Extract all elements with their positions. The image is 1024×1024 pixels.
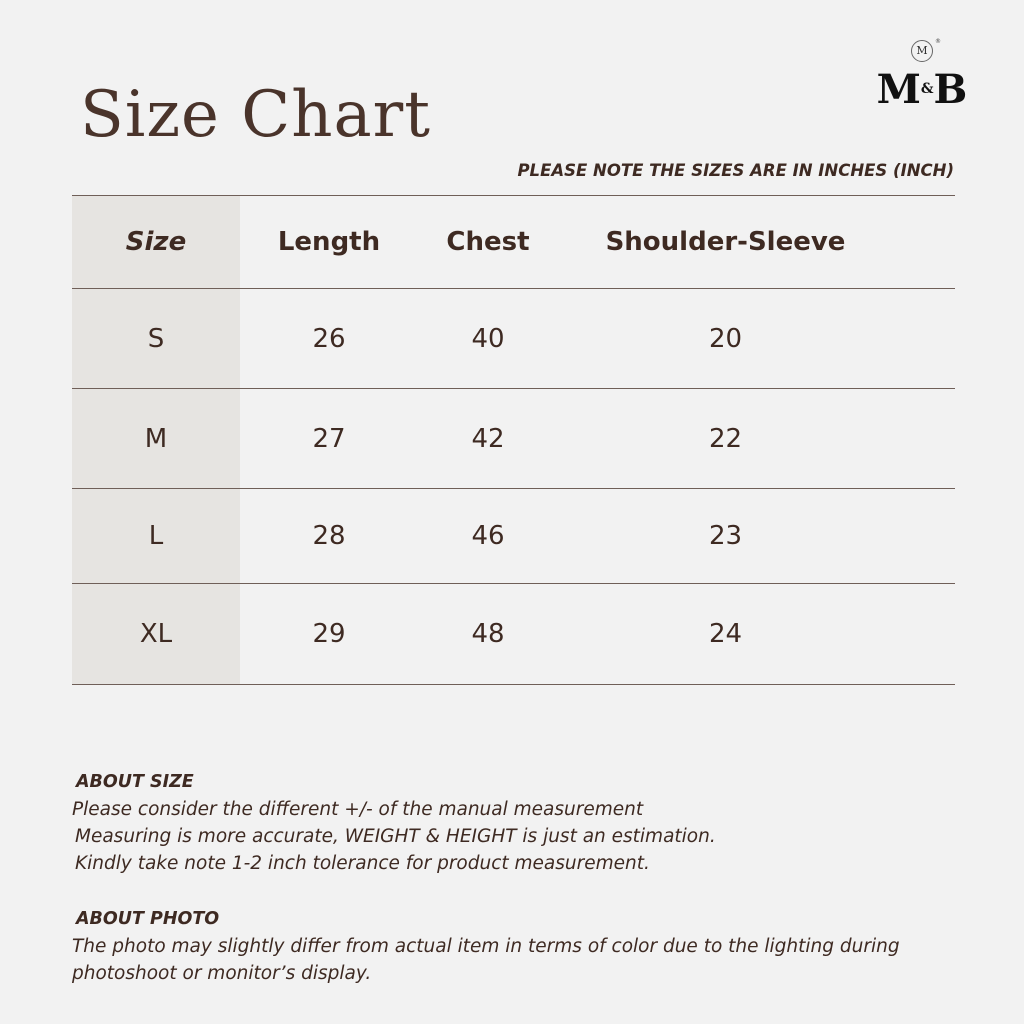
logo-wordmark bbox=[868, 66, 976, 117]
cell-length: 29 bbox=[312, 619, 346, 649]
cell-chest: 42 bbox=[471, 423, 505, 454]
about-size-heading: ABOUT SIZE bbox=[76, 772, 194, 792]
about-photo-line: The photo may slightly differ from actual item in terms of color due to the lighting during bbox=[72, 936, 900, 957]
cell-shoulder-sleeve: 22 bbox=[708, 423, 743, 454]
logo-letter-left: M bbox=[876, 66, 921, 113]
about-size-line: Please consider the different +/- of the manual measurement bbox=[72, 799, 644, 820]
about-size-section bbox=[72, 768, 972, 877]
table-row bbox=[72, 583, 955, 685]
header-size: Size bbox=[125, 227, 187, 257]
cell-size: L bbox=[148, 521, 164, 551]
cell-shoulder-sleeve: 20 bbox=[708, 323, 743, 354]
logo-ampersand: & bbox=[920, 81, 934, 97]
header-chest: Chest bbox=[446, 227, 530, 257]
cell-length: 27 bbox=[312, 423, 346, 454]
about-size-line: Kindly take note 1-2 inch tolerance for product measurement. bbox=[75, 853, 650, 874]
table-header-row bbox=[72, 195, 955, 288]
about-photo-line: photoshoot or monitor’s display. bbox=[72, 963, 372, 984]
logo-registered-mark: ® bbox=[935, 38, 941, 45]
logo-letter-right: B bbox=[933, 66, 968, 113]
cell-chest: 40 bbox=[471, 323, 505, 354]
about-photo-section bbox=[72, 905, 972, 987]
table-row bbox=[72, 388, 955, 488]
cell-shoulder-sleeve: 23 bbox=[708, 521, 743, 551]
cell-size: S bbox=[147, 323, 165, 354]
cell-length: 28 bbox=[312, 521, 346, 551]
cell-size: XL bbox=[139, 619, 173, 649]
cell-chest: 46 bbox=[471, 521, 505, 551]
page-title: Size Chart bbox=[80, 78, 431, 152]
header-shoulder-sleeve: Shoulder-Sleeve bbox=[605, 227, 846, 257]
table-row bbox=[72, 488, 955, 583]
header-length: Length bbox=[277, 227, 381, 257]
size-table bbox=[72, 195, 955, 685]
about-photo-heading: ABOUT PHOTO bbox=[76, 909, 220, 929]
units-note: PLEASE NOTE THE SIZES ARE IN INCHES (INCH) bbox=[517, 161, 954, 180]
cell-size: M bbox=[144, 423, 168, 454]
cell-shoulder-sleeve: 24 bbox=[708, 619, 743, 649]
cell-length: 26 bbox=[312, 323, 346, 354]
brand-logo bbox=[868, 40, 976, 116]
about-size-line: Measuring is more accurate, WEIGHT & HEIGHT is just an estimation. bbox=[75, 826, 716, 847]
table-row bbox=[72, 288, 955, 388]
logo-badge-icon: M bbox=[911, 40, 933, 62]
cell-chest: 48 bbox=[471, 619, 505, 649]
